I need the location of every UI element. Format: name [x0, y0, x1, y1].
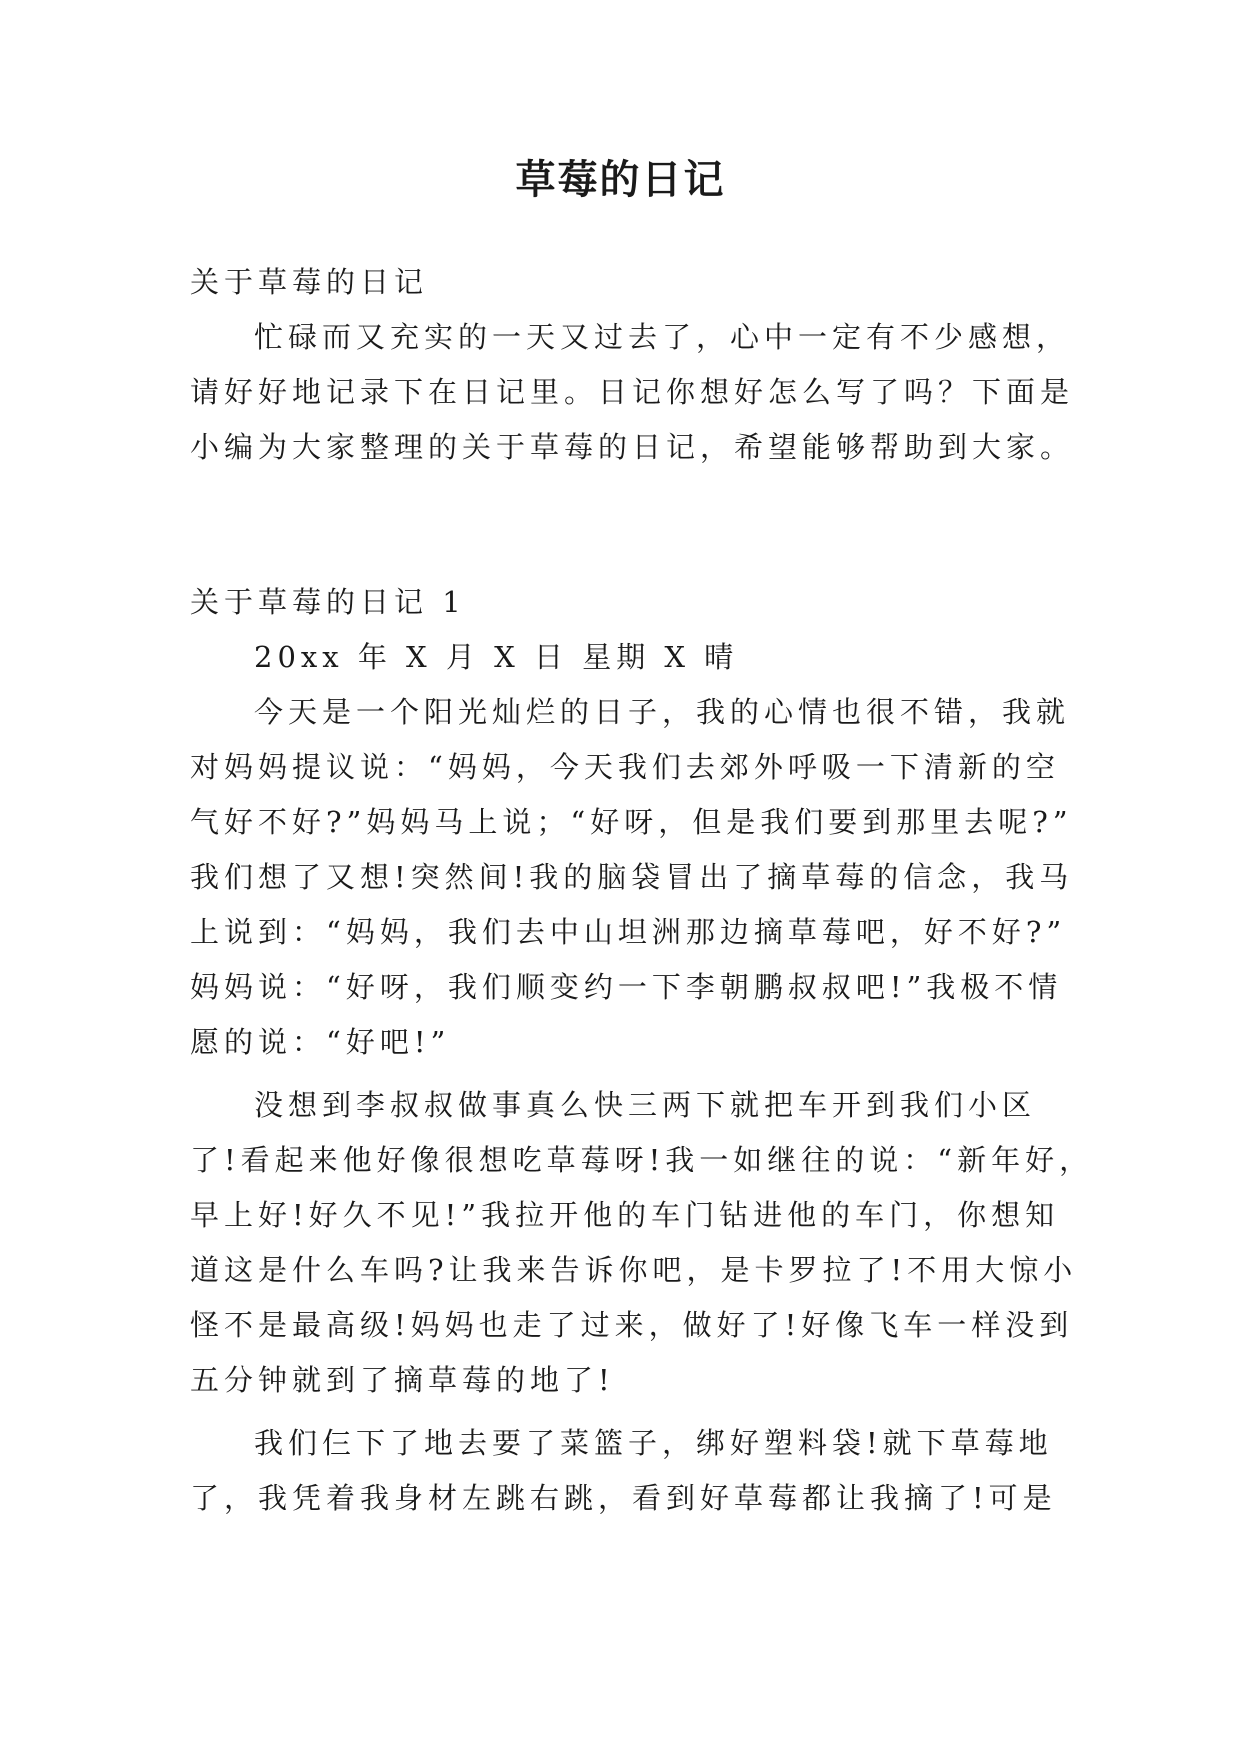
paragraph-line: 对妈妈提议说：“妈妈，今天我们去郊外呼吸一下清新的空 — [190, 750, 1060, 784]
paragraph-line: 怪不是最高级!妈妈也走了过来，做好了!好像飞车一样没到 — [190, 1308, 1074, 1342]
document-title: 草莓的日记 — [515, 157, 726, 203]
paragraph-line: 气好不好?”妈妈马上说；“好呀，但是我们要到那里去呢?” — [190, 805, 1073, 839]
paragraph-line: 今天是一个阳光灿烂的日子，我的心情也很不错，我就 — [254, 695, 1071, 729]
paragraph-line: 了!看起来他好像很想吃草莓呀!我一如继往的说：“新年好， — [190, 1143, 1094, 1177]
paragraph-line: 我们仨下了地去要了菜篮子，绑好塑料袋!就下草莓地 — [254, 1426, 1053, 1460]
diary-1-heading: 关于草莓的日记 1 — [190, 585, 466, 619]
intro-line: 忙碌而又充实的一天又过去了，心中一定有不少感想， — [254, 320, 1071, 354]
paragraph-line: 我们想了又想!突然间!我的脑袋冒出了摘草莓的信念，我马 — [190, 860, 1074, 894]
paragraph-line: 五分钟就到了摘草莓的地了! — [190, 1363, 615, 1397]
paragraph-line: 上说到：“妈妈，我们去中山坦洲那边摘草莓吧，好不好?” — [190, 915, 1067, 949]
paragraph-line: 愿的说：“好吧!” — [190, 1025, 451, 1059]
intro-line: 小编为大家整理的关于草莓的日记，希望能够帮助到大家。 — [190, 430, 1075, 464]
intro-line: 请好好地记录下在日记里。日记你想好怎么写了吗？下面是 — [190, 375, 1075, 409]
paragraph-line: 了，我凭着我身材左跳右跳，看到好草莓都让我摘了!可是 — [190, 1481, 1057, 1515]
intro-heading: 关于草莓的日记 — [190, 265, 429, 299]
paragraph-line: 道这是什么车吗?让我来告诉你吧，是卡罗拉了!不用大惊小 — [190, 1253, 1078, 1287]
paragraph-line: 没想到李叔叔做事真么快三两下就把车开到我们小区 — [254, 1088, 1037, 1122]
paragraph-line: 妈妈说：“好呀，我们顺变约一下李朝鹏叔叔吧!”我极不情 — [190, 970, 1063, 1004]
diary-date-line: 20xx 年 X 月 X 日 星期 X 晴 — [254, 640, 739, 674]
paragraph-line: 早上好!好久不见!”我拉开他的车门钻进他的车门，你想知 — [190, 1198, 1060, 1232]
